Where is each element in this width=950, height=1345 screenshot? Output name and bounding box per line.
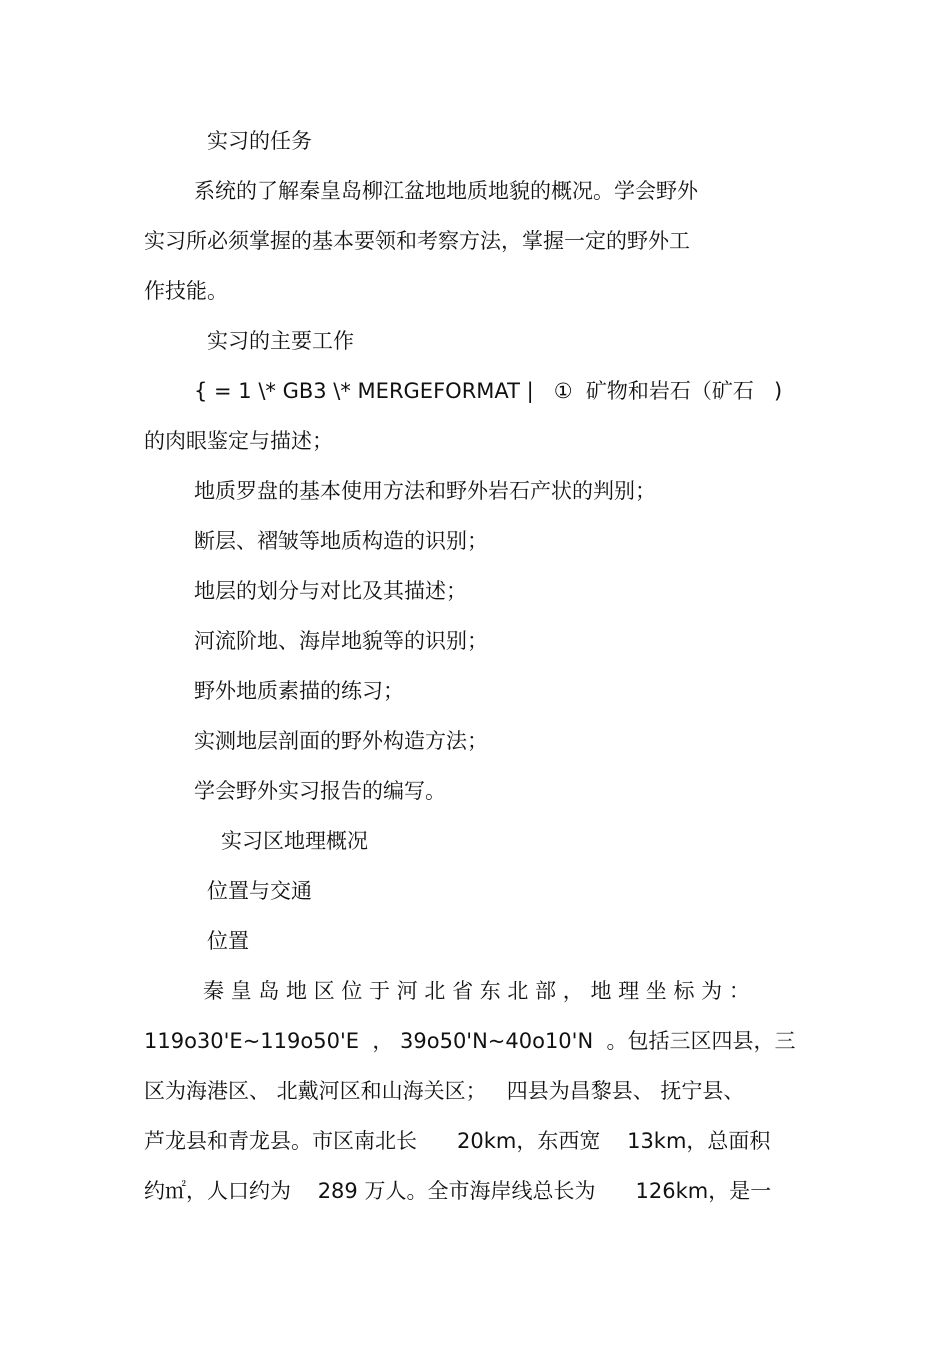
paragraph-line: 约㎡，人口约为 289 万人。全市海岸线总长为 126km，是一: [144, 1179, 772, 1203]
paragraph-line: 作技能。: [144, 279, 228, 303]
heading-main-work: 实习的主要工作: [207, 329, 354, 353]
paragraph-line: 秦 皇 岛 地 区 位 于 河 北 省 东 北 部 ， 地 理 坐 标 为 ：: [203, 979, 750, 1003]
list-item: 断层、褶皱等地质构造的识别；: [194, 529, 488, 553]
paragraph-line: 系统的了解秦皇岛柳江盆地地质地貌的概况。学会野外: [194, 179, 698, 203]
paragraph-line: 区为海港区、 北戴河区和山海关区； 四县为昌黎县、 抚宁县、: [144, 1079, 745, 1103]
heading-tasks: 实习的任务: [207, 129, 312, 153]
heading-location-transport: 位置与交通: [207, 879, 312, 903]
list-item: 地质罗盘的基本使用方法和野外岩石产状的判别；: [194, 479, 656, 503]
paragraph-line: 119o30'E~119o50'E ， 39o50'N~40o10'N 。包括三区四县，三: [144, 1029, 796, 1053]
list-item: 地层的划分与对比及其描述；: [194, 579, 467, 603]
paragraph-line: 实习所必须掌握的基本要领和考察方法，掌握一定的野外工: [144, 229, 690, 253]
list-item-line: 的肉眼鉴定与描述；: [144, 429, 333, 453]
list-item: 实测地层剖面的野外构造方法；: [194, 729, 488, 753]
heading-location: 位置: [207, 929, 249, 953]
list-item: 野外地质素描的练习；: [194, 679, 404, 703]
list-item: 河流阶地、海岸地貌等的识别；: [194, 629, 488, 653]
paragraph-line: 芦龙县和青龙县。市区南北长 20km，东西宽 13km，总面积: [144, 1129, 771, 1153]
heading-geography: 实习区地理概况: [221, 829, 368, 853]
list-item: 学会野外实习报告的编写。: [194, 779, 446, 803]
list-item-line: { = 1 \* GB3 \* MERGEFORMAT | ① 矿物和岩石（矿石 ): [194, 379, 783, 403]
